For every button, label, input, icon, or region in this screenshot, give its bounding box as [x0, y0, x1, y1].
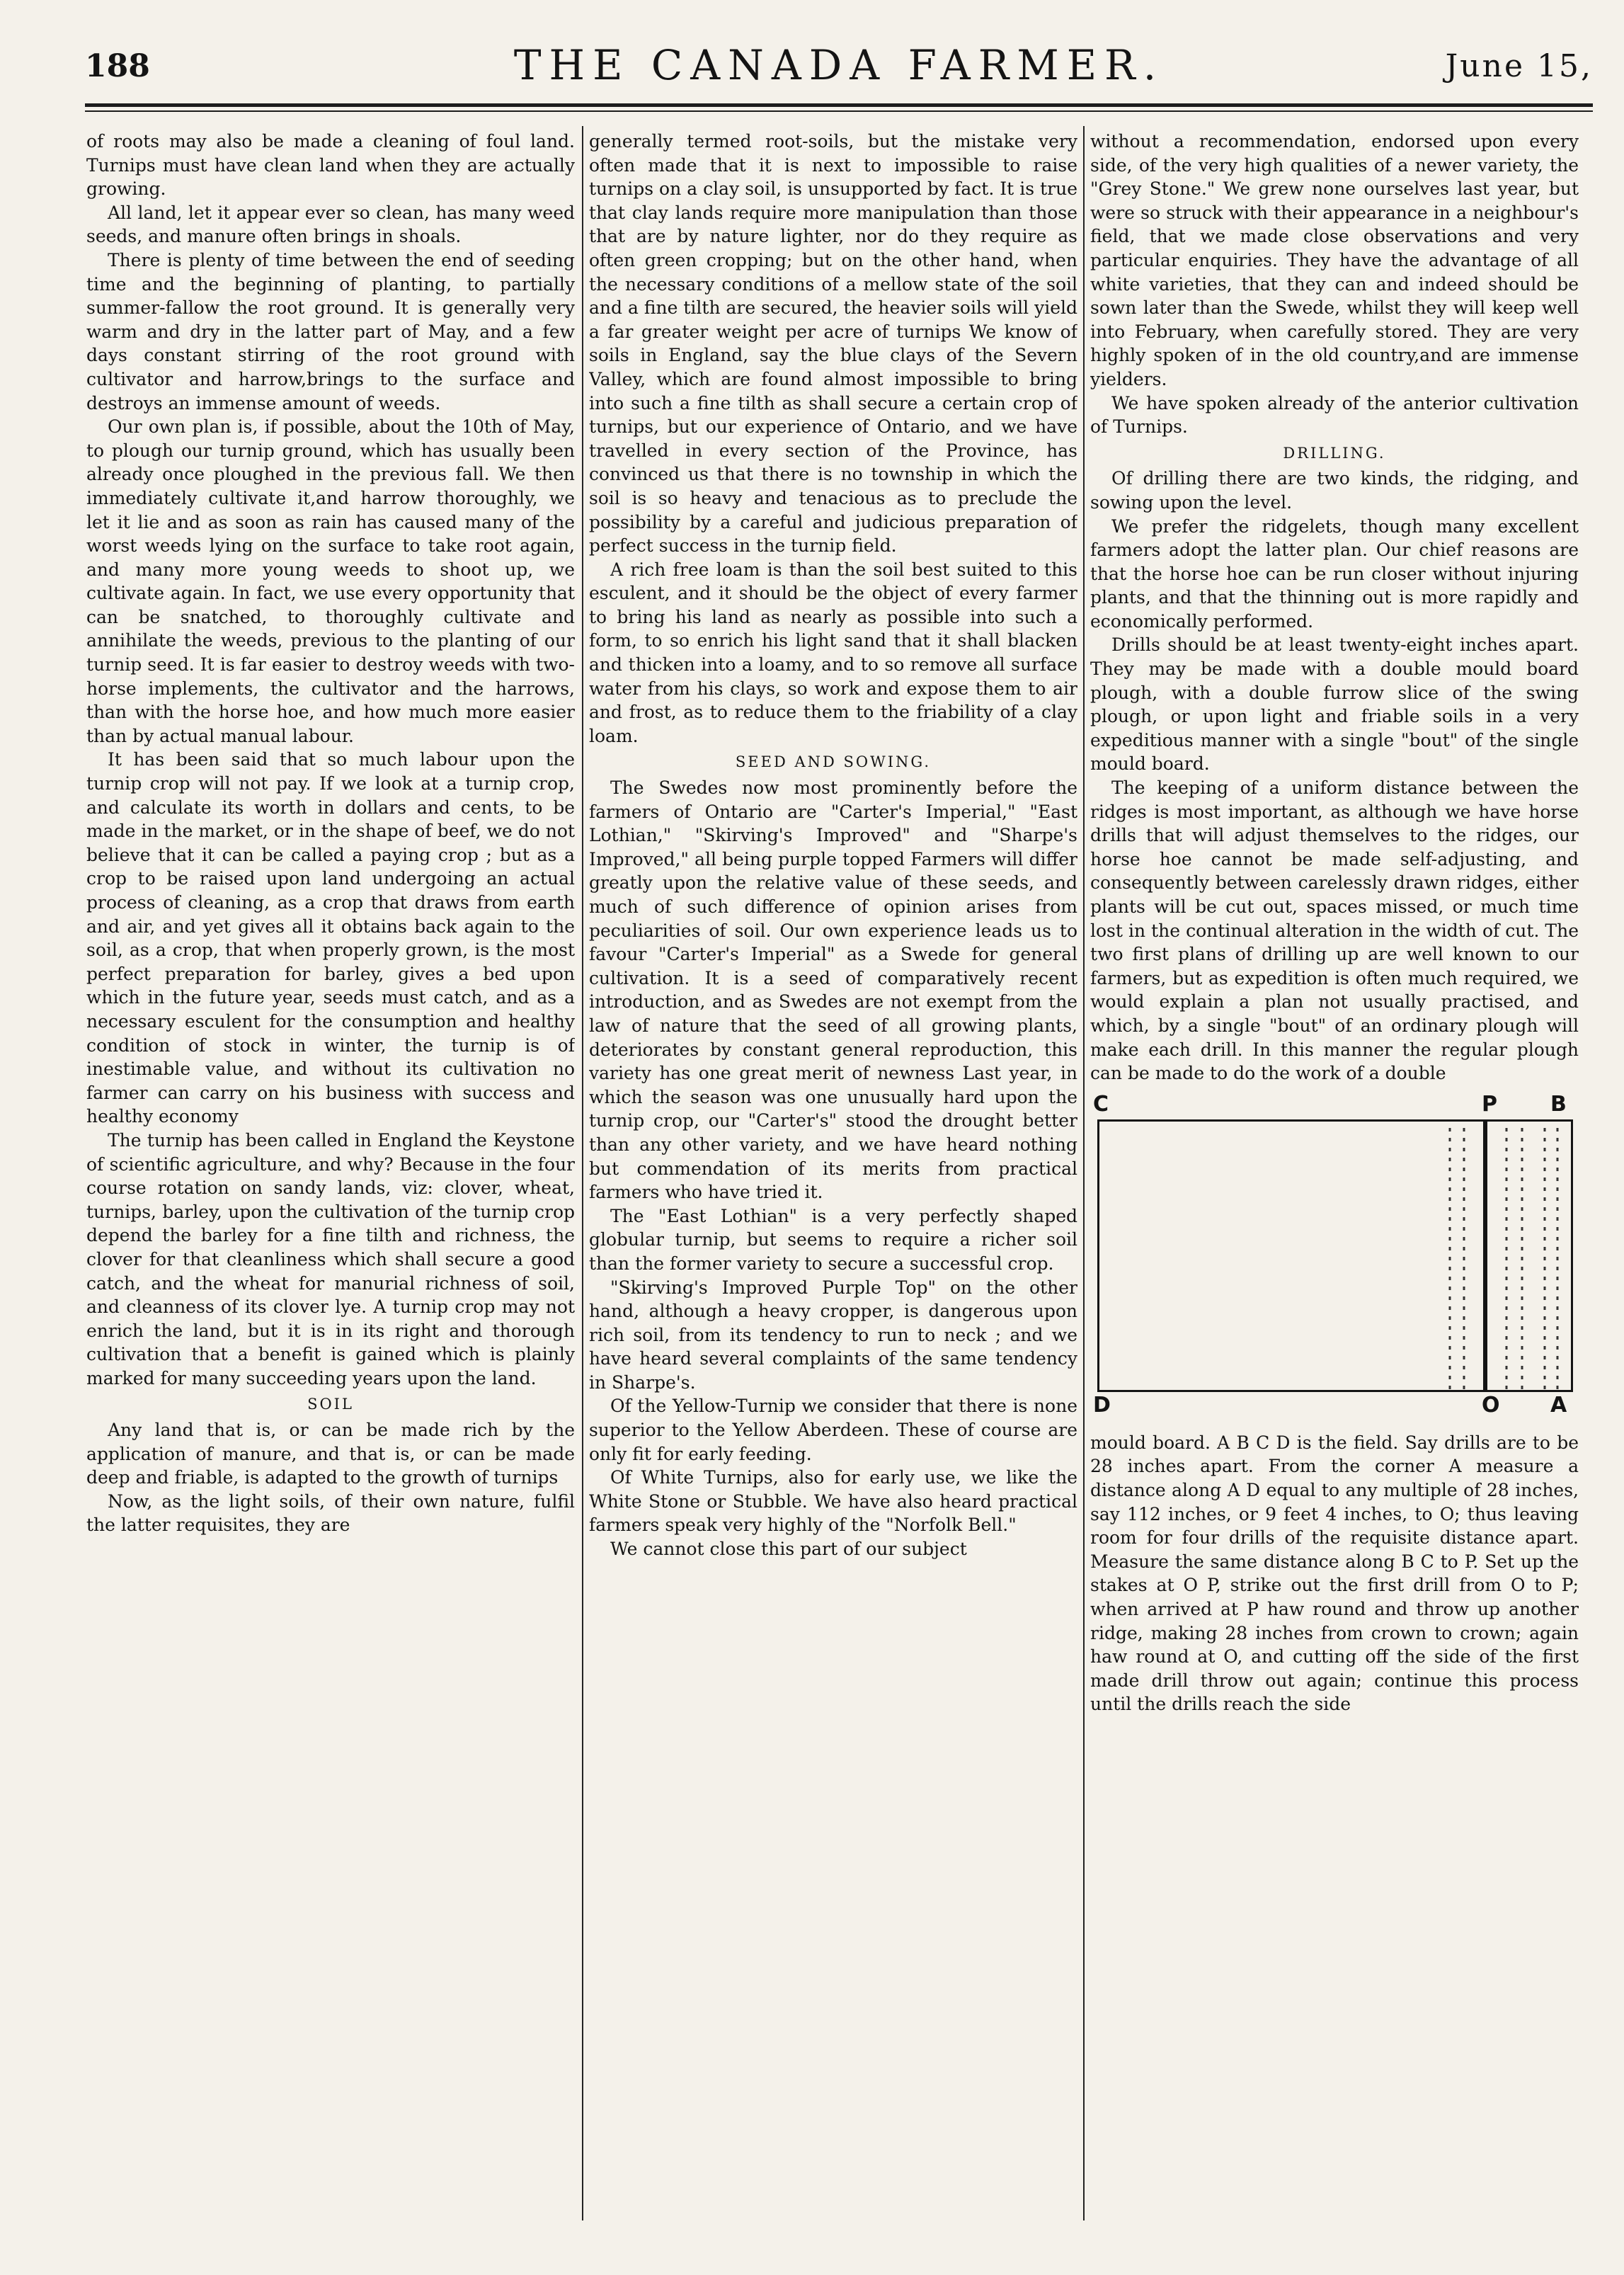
masthead	[85, 35, 1593, 99]
field-outline	[1097, 1119, 1573, 1392]
paragraph: The Swedes now most prominently before the farmers of Ontario are "Carter's Imperial," "East Lothian," "Skirving's Improved" and "Sharpe's Improved," all being purple topped Farmers will differ greatly upon the relative value of these seeds, and much of such difference of opinion arises from peculiarities of soil. Our own experience leads us to favour "Carter's Imperial" as a Swede for general cultivation. It is a seed of comparatively recent introduction, and as Swedes are not exempt from the law of nature that the seed of all growing plants, deteriorates by constant general reproduction, this variety has one great merit of newness Last year, in which the season was one unusually hard upon the turnip crop, our "Carter's" stood the drought better than any other variety, and we have heard nothing but commendation of its merits from practical farmers who have tried it.	[589, 777, 1077, 1203]
paragraph: We prefer the ridgelets, though many excellent farmers adopt the latter plan. Our chief reasons are that the horse hoe can be run closer without injuring plants, and that the thinning out is more rapidly and economically performed.	[1090, 515, 1579, 632]
section-heading-seed-and-sowing: SEED AND SOWING.	[735, 753, 932, 771]
column-middle	[589, 130, 1077, 2218]
column-divider-right	[1083, 126, 1085, 2220]
column-right	[1090, 130, 1579, 2218]
paragraph: The keeping of a uniform distance between the ridges is most important, as although we have horse drills that will adjust themselves to the ridges, our horse hoe cannot be made self-adjusting, and consequently between carelessly drawn ridges, either plants will be cut out, spaces missed, or much time lost in the continual alteration in the width of cut. The two first plans of drilling up are well known to our farmers, but as expedition is often much required, we would explain a plan not usually practised, and which, by a single "bout" of an ordinary plough will make each drill. In this manner the regular plough can be made to do the work of a double	[1090, 777, 1579, 1084]
paragraph: without a recommendation, endorsed upon every side, of the very high qualities of a newer variety, the "Grey Stone." We grew none ourselves last year, but were so struck with their appearance in a neighbour's field, that we made close observations and very particular enquiries. They have the advantage of all white varieties, that they can and indeed should be sown later than the Swede, whilst they will keep well into February, when carefully stored. They are very highly spoken of in the old country,and are immense yielders.	[1090, 131, 1579, 389]
issue-date: June 15,	[1445, 48, 1593, 84]
corner-label-o: O	[1482, 1392, 1500, 1418]
field-drill-diagram	[1090, 1093, 1579, 1425]
corner-label-b: B	[1550, 1091, 1567, 1117]
paragraph: Of White Turnips, also for early use, we like the White Stone or Stubble. We have also heard practical farmers speak very highly of the "Norfolk Bell."	[589, 1467, 1077, 1536]
paragraph: Our own plan is, if possible, about the 10th of May, to plough our turnip ground, which has usually been already once ploughed in the previous fall. We then immediately cultivate it,and harrow thoroughly, we let it lie and as soon as rain has caused many of the worst weeds lying on the surface to take root again, and many more young weeds to shoot up, we cultivate again. In fact, we use every opportunity that can be snatched, to thoroughly cultivate and annihilate the weeds, previous to the planting of our turnip seed. It is far easier to destroy weeds with two-horse implements, the cultivator and the harrows, than with the horse hoe, and how much more easier than by actual manual labour.	[86, 416, 575, 746]
corner-label-c: C	[1093, 1091, 1109, 1117]
journal-title: THE CANADA FARMER.	[513, 41, 1165, 89]
paragraph: It has been said that so much labour upon the turnip crop will not pay. If we look at a turnip crop, and calculate its worth in dollars and cents, to be made in the market, or in the shape of beef, we do not believe that it can be called a paying crop ; but as a crop to be raised upon land undergoing an actual process of cleaning, as a crop that draws from earth and air, and yet gives all it obtains back again to the soil, as a crop, that when properly grown, is the most perfect preparation for barley, gives a bed upon which in the future year, seeds must catch, and as a necessary esculent for the consumption and healthy condition of stock in winter, the turnip is of inestimable value, and without its cultivation no farmer can carry on his business with success and healthy economy	[86, 749, 575, 1127]
paragraph: Of drilling there are two kinds, the ridging, and sowing upon the level.	[1090, 468, 1579, 513]
paragraph: The "East Lothian" is a very perfectly shaped globular turnip, but seems to require a richer soil than the former variety to secure a successful crop.	[589, 1205, 1077, 1274]
corner-label-d: D	[1093, 1392, 1111, 1418]
paragraph: Of the Yellow-Turnip we consider that there is none superior to the Yellow Aberdeen. These of course are only fit for early feeding.	[589, 1396, 1077, 1464]
paragraph: mould board. A B C D is the field. Say drills are to be 28 inches apart. From the corner A measure a distance along A D equal to any multiple of 28 inches, say 112 inches, or 9 feet 4 inches, to O; thus leaving room for four drills of the requisite distance apart. Measure the same distance along B C to P. Set up the stakes at O P, strike out the first drill from O to P; when arrived at P haw round and throw up another ridge, making 28 inches from crown to crown; again haw round at O, and cutting off the side of the first made drill throw out again; continue this process until the drills reach the side	[1090, 1432, 1579, 1715]
paragraph: The turnip has been called in England the Keystone of scientific agriculture, and why? Because in the four course rotation on sandy lands, viz: clover, wheat, turnips, barley, upon the cultivation of the turnip crop depend the barley for a fine tilth and richness, the clover for that cleanliness which shall secure a good catch, and the wheat for manurial richness of soil, and cleanness of its clover lye. A turnip crop may not enrich the land, but it is in its right and thorough cultivation that a benefit is gained which is plainly marked for many succeeding years upon the land.	[86, 1129, 575, 1389]
paragraph: There is plenty of time between the end of seeding time and the beginning of planting, to partially summer-fallow the root ground. It is generally very warm and dry in the latter part of May, and a few days constant stirring of the root ground with cultivator and harrow,brings to the surface and destroys an immense amount of weeds.	[86, 249, 575, 414]
section-heading-drilling: DRILLING.	[1283, 444, 1386, 462]
paragraph: Now, as the light soils, of their own nature, fulfil the latter requisites, they are	[86, 1490, 575, 1536]
column-divider-left	[582, 126, 583, 2220]
paragraph: "Skirving's Improved Purple Top" on the other hand, although a heavy cropper, is dangerous upon rich soil, from its tendency to run to neck ; and we have heard several complaints of the same tendency in Sharpe's.	[589, 1277, 1077, 1393]
corner-label-p: P	[1482, 1091, 1497, 1117]
page-number: 188	[85, 48, 150, 84]
masthead-rule-thin	[85, 110, 1593, 112]
paragraph: Drills should be at least twenty-eight inches apart. They may be made with a double mould board plough, with a double furrow slice of the swing plough, or upon light and friable soils in a very expeditious manner with a single "bout" of the single mould board.	[1090, 634, 1579, 775]
section-heading-soil: SOIL	[307, 1396, 354, 1413]
column-left	[86, 130, 575, 2218]
paragraph: of roots may also be made a cleaning of foul land. Turnips must have clean land when they are actually growing.	[86, 131, 575, 200]
paragraph: All land, let it appear ever so clean, has many weed seeds, and manure often brings in shoals.	[86, 202, 575, 247]
paragraph: We have spoken already of the anterior cultivation of Turnips.	[1090, 392, 1579, 438]
paragraph: We cannot close this part of our subject	[610, 1539, 967, 1560]
corner-label-a: A	[1550, 1392, 1567, 1418]
paragraph: generally termed root-soils, but the mistake very often made that it is next to impossible to raise turnips on a clay soil, is unsupported by fact. It is true that clay lands require more manipulation than those that are by nature lighter, nor do they require as often green cropping; but on the other hand, when the necessary conditions of a mellow state of the soil and a fine tilth are secured, the heavier soils will yield a far greater weight per acre of turnips We know of soils in England, say the blue clays of the Severn Valley, which are found almost impossible to bring into such a fine tilth as shall secure a certain crop of turnips, but our experience of Ontario, and we have travelled in every section of the Province, has convinced us that there is no township in which the soil is so heavy and tenacious as to preclude the possibility by a careful and judicious preparation of perfect success in the turnip field.	[589, 131, 1077, 557]
masthead-rule-thick	[85, 103, 1593, 107]
paragraph: A rich free loam is than the soil best suited to this esculent, and it should be the object of every farmer to bring his land as nearly as possible into such a form, to so enrich his light sand that it shall blacken and thicken into a loamy, and to so remove all surface water from his clays, so work and expose them to air and frost, as to reduce them to the friability of a clay loam.	[589, 559, 1077, 746]
paragraph: Any land that is, or can be made rich by the application of manure, and that is, or can be made deep and friable, is adapted to the growth of turnips	[86, 1420, 575, 1488]
